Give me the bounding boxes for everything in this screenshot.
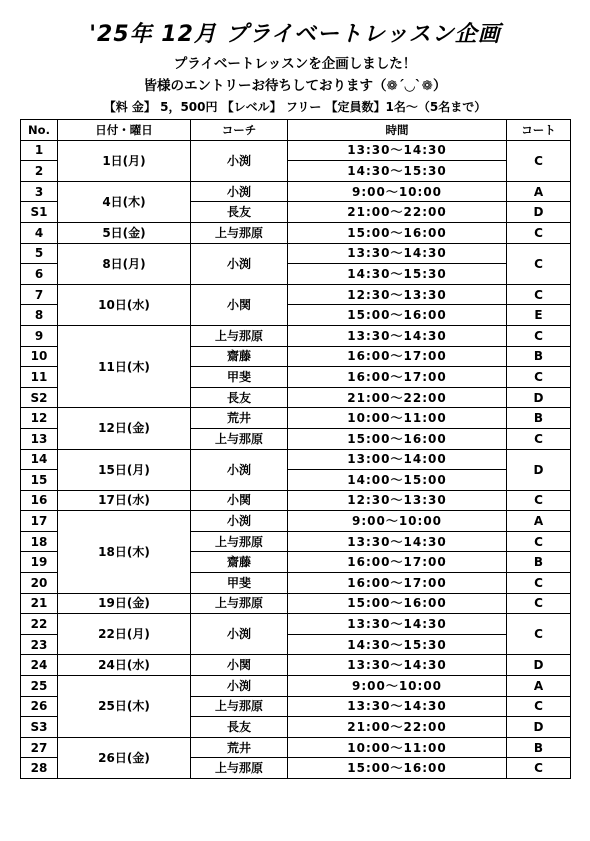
header-court: コート [507, 120, 571, 141]
cell-no: 1 [21, 140, 58, 161]
table-row [21, 449, 571, 470]
table-row [21, 614, 571, 635]
cell-date: 19日(金) [58, 593, 191, 614]
cell-time: 10:00～11:00 [288, 408, 507, 429]
subtitle-line-1: プライベートレッスンを企画しました！ [173, 56, 417, 72]
cell-coach: 小渕 [191, 243, 288, 284]
cell-no: 25 [21, 676, 58, 697]
cell-time: 13:30～14:30 [288, 140, 507, 161]
cell-coach: 長友 [191, 387, 288, 408]
cell-time: 13:30～14:30 [288, 531, 507, 552]
cell-court: A [507, 511, 571, 532]
cell-time: 13:30～14:30 [288, 614, 507, 635]
cell-time: 9:00～10:00 [288, 676, 507, 697]
cell-time: 16:00～17:00 [288, 552, 507, 573]
cell-court: C [507, 614, 571, 655]
cell-coach: 小渕 [191, 511, 288, 532]
cell-court: C [507, 573, 571, 594]
table-row [21, 676, 571, 697]
cell-date: 15日(月) [58, 449, 191, 490]
cell-time: 14:30～15:30 [288, 264, 507, 285]
cell-coach: 上与那原 [191, 531, 288, 552]
cell-court: C [507, 243, 571, 284]
cell-court: B [507, 552, 571, 573]
cell-time: 15:00～16:00 [288, 305, 507, 326]
cell-time: 16:00～17:00 [288, 573, 507, 594]
cell-no: 7 [21, 284, 58, 305]
cell-time: 13:30～14:30 [288, 325, 507, 346]
cell-time: 13:00～14:00 [288, 449, 507, 470]
cell-coach: 荒井 [191, 737, 288, 758]
table-row [21, 243, 571, 264]
cell-no: 19 [21, 552, 58, 573]
cell-coach: 上与那原 [191, 428, 288, 449]
cell-court: C [507, 758, 571, 779]
cell-coach: 小関 [191, 490, 288, 511]
header-coach: コーチ [191, 120, 288, 141]
cell-court: D [507, 717, 571, 738]
cell-date: 1日(月) [58, 140, 191, 181]
cell-time: 13:30～14:30 [288, 243, 507, 264]
cell-date: 11日(木) [58, 325, 191, 407]
table-row [21, 655, 571, 676]
cell-no: 11 [21, 367, 58, 388]
cell-court: A [507, 181, 571, 202]
cell-court: C [507, 140, 571, 181]
cell-no: 15 [21, 470, 58, 491]
cell-time: 13:30～14:30 [288, 696, 507, 717]
header-date: 日付・曜日 [58, 120, 191, 141]
cell-coach: 上与那原 [191, 325, 288, 346]
cell-coach: 小渕 [191, 181, 288, 202]
cell-no: 21 [21, 593, 58, 614]
page-title: '25年 12月 プライベートレッスン企画 [89, 22, 501, 47]
cell-coach: 荒井 [191, 408, 288, 429]
cell-court: C [507, 222, 571, 243]
cell-court: E [507, 305, 571, 326]
cell-coach: 小渕 [191, 676, 288, 697]
table-row [21, 222, 571, 243]
cell-no: 8 [21, 305, 58, 326]
cell-no: S3 [21, 717, 58, 738]
cell-court: D [507, 202, 571, 223]
cell-date: 24日(水) [58, 655, 191, 676]
cell-no: 2 [21, 161, 58, 182]
cell-court: C [507, 696, 571, 717]
cell-court: D [507, 449, 571, 490]
schedule-table [20, 119, 571, 779]
cell-coach: 齋藤 [191, 346, 288, 367]
cell-time: 9:00～10:00 [288, 181, 507, 202]
table-header-row [21, 120, 571, 141]
cell-no: 3 [21, 181, 58, 202]
cell-court: C [507, 531, 571, 552]
header-no: No. [21, 120, 58, 141]
table-row [21, 325, 571, 346]
table-row [21, 408, 571, 429]
cell-time: 15:00～16:00 [288, 758, 507, 779]
cell-court: B [507, 737, 571, 758]
cell-coach: 小渕 [191, 614, 288, 655]
cell-time: 14:30～15:30 [288, 634, 507, 655]
cell-time: 12:30～13:30 [288, 490, 507, 511]
cell-date: 17日(水) [58, 490, 191, 511]
cell-no: 18 [21, 531, 58, 552]
lesson-info: 【料 金】 5，500円 【レベル】 フリー 【定員数】1名～（5名まで） [103, 100, 487, 114]
cell-court: B [507, 408, 571, 429]
cell-no: 16 [21, 490, 58, 511]
table-row [21, 737, 571, 758]
cell-coach: 長友 [191, 717, 288, 738]
cell-no: 22 [21, 614, 58, 635]
cell-no: 6 [21, 264, 58, 285]
table-row [21, 511, 571, 532]
table-row [21, 181, 571, 202]
cell-coach: 小渕 [191, 449, 288, 490]
cell-no: S1 [21, 202, 58, 223]
cell-court: D [507, 655, 571, 676]
cell-no: S2 [21, 387, 58, 408]
cell-no: 10 [21, 346, 58, 367]
cell-no: 4 [21, 222, 58, 243]
cell-date: 5日(金) [58, 222, 191, 243]
cell-coach: 齋藤 [191, 552, 288, 573]
cell-time: 14:00～15:00 [288, 470, 507, 491]
cell-time: 10:00～11:00 [288, 737, 507, 758]
cell-court: C [507, 367, 571, 388]
cell-time: 12:30～13:30 [288, 284, 507, 305]
cell-coach: 上与那原 [191, 222, 288, 243]
cell-court: A [507, 676, 571, 697]
cell-court: C [507, 593, 571, 614]
cell-no: 20 [21, 573, 58, 594]
cell-no: 5 [21, 243, 58, 264]
cell-court: C [507, 490, 571, 511]
cell-no: 13 [21, 428, 58, 449]
table-row [21, 284, 571, 305]
cell-court: B [507, 346, 571, 367]
cell-time: 9:00～10:00 [288, 511, 507, 532]
table-row [21, 140, 571, 161]
cell-time: 16:00～17:00 [288, 346, 507, 367]
cell-date: 25日(木) [58, 676, 191, 738]
cell-time: 16:00～17:00 [288, 367, 507, 388]
cell-coach: 長友 [191, 202, 288, 223]
cell-date: 10日(水) [58, 284, 191, 325]
subtitle-line-2: 皆様のエントリーお待ちしております（❁´◡`❁） [143, 78, 447, 94]
cell-time: 13:30～14:30 [288, 655, 507, 676]
cell-time: 15:00～16:00 [288, 428, 507, 449]
cell-date: 8日(月) [58, 243, 191, 284]
cell-no: 12 [21, 408, 58, 429]
cell-time: 21:00～22:00 [288, 717, 507, 738]
cell-coach: 上与那原 [191, 696, 288, 717]
cell-coach: 上与那原 [191, 758, 288, 779]
cell-date: 22日(月) [58, 614, 191, 655]
cell-coach: 小関 [191, 284, 288, 325]
cell-date: 18日(木) [58, 511, 191, 593]
table-row [21, 490, 571, 511]
cell-time: 21:00～22:00 [288, 202, 507, 223]
cell-time: 14:30～15:30 [288, 161, 507, 182]
cell-court: D [507, 387, 571, 408]
header-time: 時間 [288, 120, 507, 141]
cell-court: C [507, 284, 571, 305]
cell-court: C [507, 325, 571, 346]
cell-coach: 甲斐 [191, 573, 288, 594]
cell-time: 15:00～16:00 [288, 222, 507, 243]
cell-time: 15:00～16:00 [288, 593, 507, 614]
cell-no: 9 [21, 325, 58, 346]
cell-coach: 甲斐 [191, 367, 288, 388]
cell-no: 14 [21, 449, 58, 470]
cell-coach: 小渕 [191, 140, 288, 181]
cell-time: 21:00～22:00 [288, 387, 507, 408]
cell-no: 24 [21, 655, 58, 676]
cell-no: 23 [21, 634, 58, 655]
cell-date: 26日(金) [58, 737, 191, 778]
cell-date: 4日(木) [58, 181, 191, 222]
cell-court: C [507, 428, 571, 449]
cell-coach: 小関 [191, 655, 288, 676]
cell-no: 26 [21, 696, 58, 717]
schedule-body [21, 140, 571, 778]
cell-coach: 上与那原 [191, 593, 288, 614]
cell-no: 17 [21, 511, 58, 532]
cell-date: 12日(金) [58, 408, 191, 449]
table-row [21, 593, 571, 614]
cell-no: 27 [21, 737, 58, 758]
cell-no: 28 [21, 758, 58, 779]
